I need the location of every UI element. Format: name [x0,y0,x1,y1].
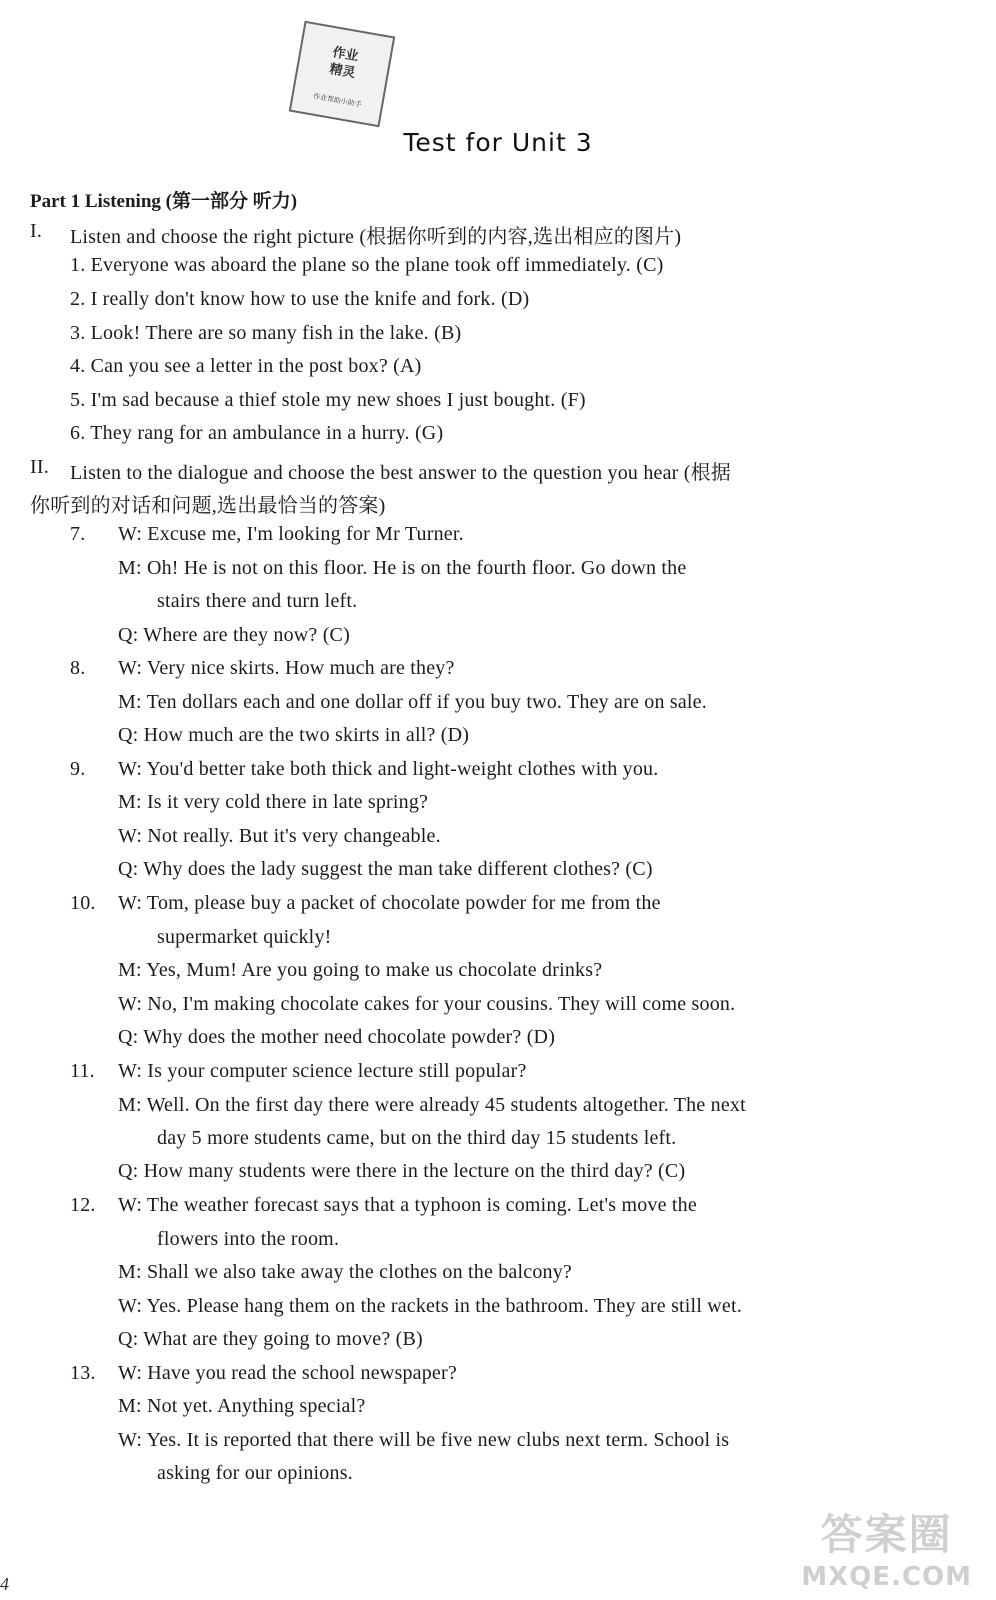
dialogue-line: M: Shall we also take away the clothes on the balcony? [118,1261,573,1283]
dialogue-number: 8. [70,657,86,679]
stamp-line2: 精灵 [328,61,357,82]
dialogue-question: Q: How many students were there in the lecture on the third day? (C) [118,1160,686,1182]
dialogue-line: supermarket quickly! [157,926,332,948]
section2-label: II. [30,456,49,478]
dialogue-line: M: Oh! He is not on this floor. He is on the fourth floor. Go down the [118,557,687,579]
list-item: 2. I really don't know how to use the knife and fork. (D) [70,288,530,310]
dialogue-line: W: Yes. It is reported that there will be five new clubs next term. School is [118,1429,730,1451]
dialogue-number: 12. [70,1194,96,1216]
dialogue-line: W: Yes. Please hang them on the rackets in the bathroom. They are still wet. [118,1295,742,1317]
dialogue-line: W: Not really. But it's very changeable. [118,825,441,847]
dialogue-line: W: Excuse me, I'm looking for Mr Turner. [118,523,464,545]
dialogue-line: W: You'd better take both thick and light-weight clothes with you. [118,758,659,780]
list-item: 4. Can you see a letter in the post box? (A) [70,355,422,377]
dialogue-line: M: Not yet. Anything special? [118,1395,366,1417]
section2-instruction-line2: 你听到的对话和问题,选出最恰当的答案) [30,495,386,517]
page-title: Test for Unit 3 [403,128,593,157]
dialogue-line: W: Have you read the school newspaper? [118,1362,457,1384]
dialogue-line: M: Ten dollars each and one dollar off if you buy two. They are on sale. [118,691,707,713]
dialogue-number: 10. [70,892,96,914]
stamp-text [304,40,385,87]
stamp-subtext: 作业帮助小助手 [312,92,363,109]
watermark-url: MXQE.COM [801,1562,972,1592]
dialogue-line: W: Is your computer science lecture still popular? [118,1060,527,1082]
dialogue-line: W: The weather forecast says that a typhoon is coming. Let's move the [118,1194,697,1216]
dialogue-line: flowers into the room. [157,1228,340,1250]
dialogue-number: 7. [70,523,86,545]
page-number: 4 [0,1574,9,1594]
list-item: 1. Everyone was aboard the plane so the plane took off immediately. (C) [70,254,664,276]
watermark-logo [801,1502,972,1592]
dialogue-number: 11. [70,1060,95,1082]
watermark-text: 答案圈 [820,1510,953,1559]
dialogue-line: W: No, I'm making chocolate cakes for your cousins. They will come soon. [118,993,736,1015]
list-item: 3. Look! There are so many fish in the lake. (B) [70,322,462,344]
dialogue-line: stairs there and turn left. [157,590,358,612]
dialogue-number: 13. [70,1362,96,1384]
section1-label: I. [30,220,43,242]
dialogue-line: day 5 more students came, but on the third day 15 students left. [157,1127,677,1149]
part-heading: Part 1 Listening (第一部分 听力) [30,191,298,212]
list-item: 5. I'm sad because a thief stole my new shoes I just bought. (F) [70,389,586,411]
dialogue-question: Q: Why does the lady suggest the man take different clothes? (C) [118,858,653,880]
dialogue-line: M: Well. On the first day there were already 45 students altogether. The next [118,1094,746,1116]
dialogue-number: 9. [70,758,86,780]
dialogue-question: Q: Why does the mother need chocolate powder? (D) [118,1026,556,1048]
section1-instruction: Listen and choose the right picture (根据你听到的内容,选出相应的图片) [70,226,682,248]
dialogue-line: W: Very nice skirts. How much are they? [118,657,455,679]
dialogue-line: asking for our opinions. [157,1462,353,1484]
stamp-logo [289,21,396,128]
dialogue-line: M: Is it very cold there in late spring? [118,791,429,813]
dialogue-question: Q: Where are they now? (C) [118,624,350,646]
dialogue-line: W: Tom, please buy a packet of chocolate powder for me from the [118,892,661,914]
list-item: 6. They rang for an ambulance in a hurry. (G) [70,422,444,444]
dialogue-question: Q: How much are the two skirts in all? (D) [118,724,470,746]
dialogue-question: Q: What are they going to move? (B) [118,1328,423,1350]
section2-instruction-line1: Listen to the dialogue and choose the best answer to the question you hear (根据 [70,462,731,484]
stamp-line1: 作业 [331,45,360,65]
dialogue-line: M: Yes, Mum! Are you going to make us chocolate drinks? [118,959,603,981]
